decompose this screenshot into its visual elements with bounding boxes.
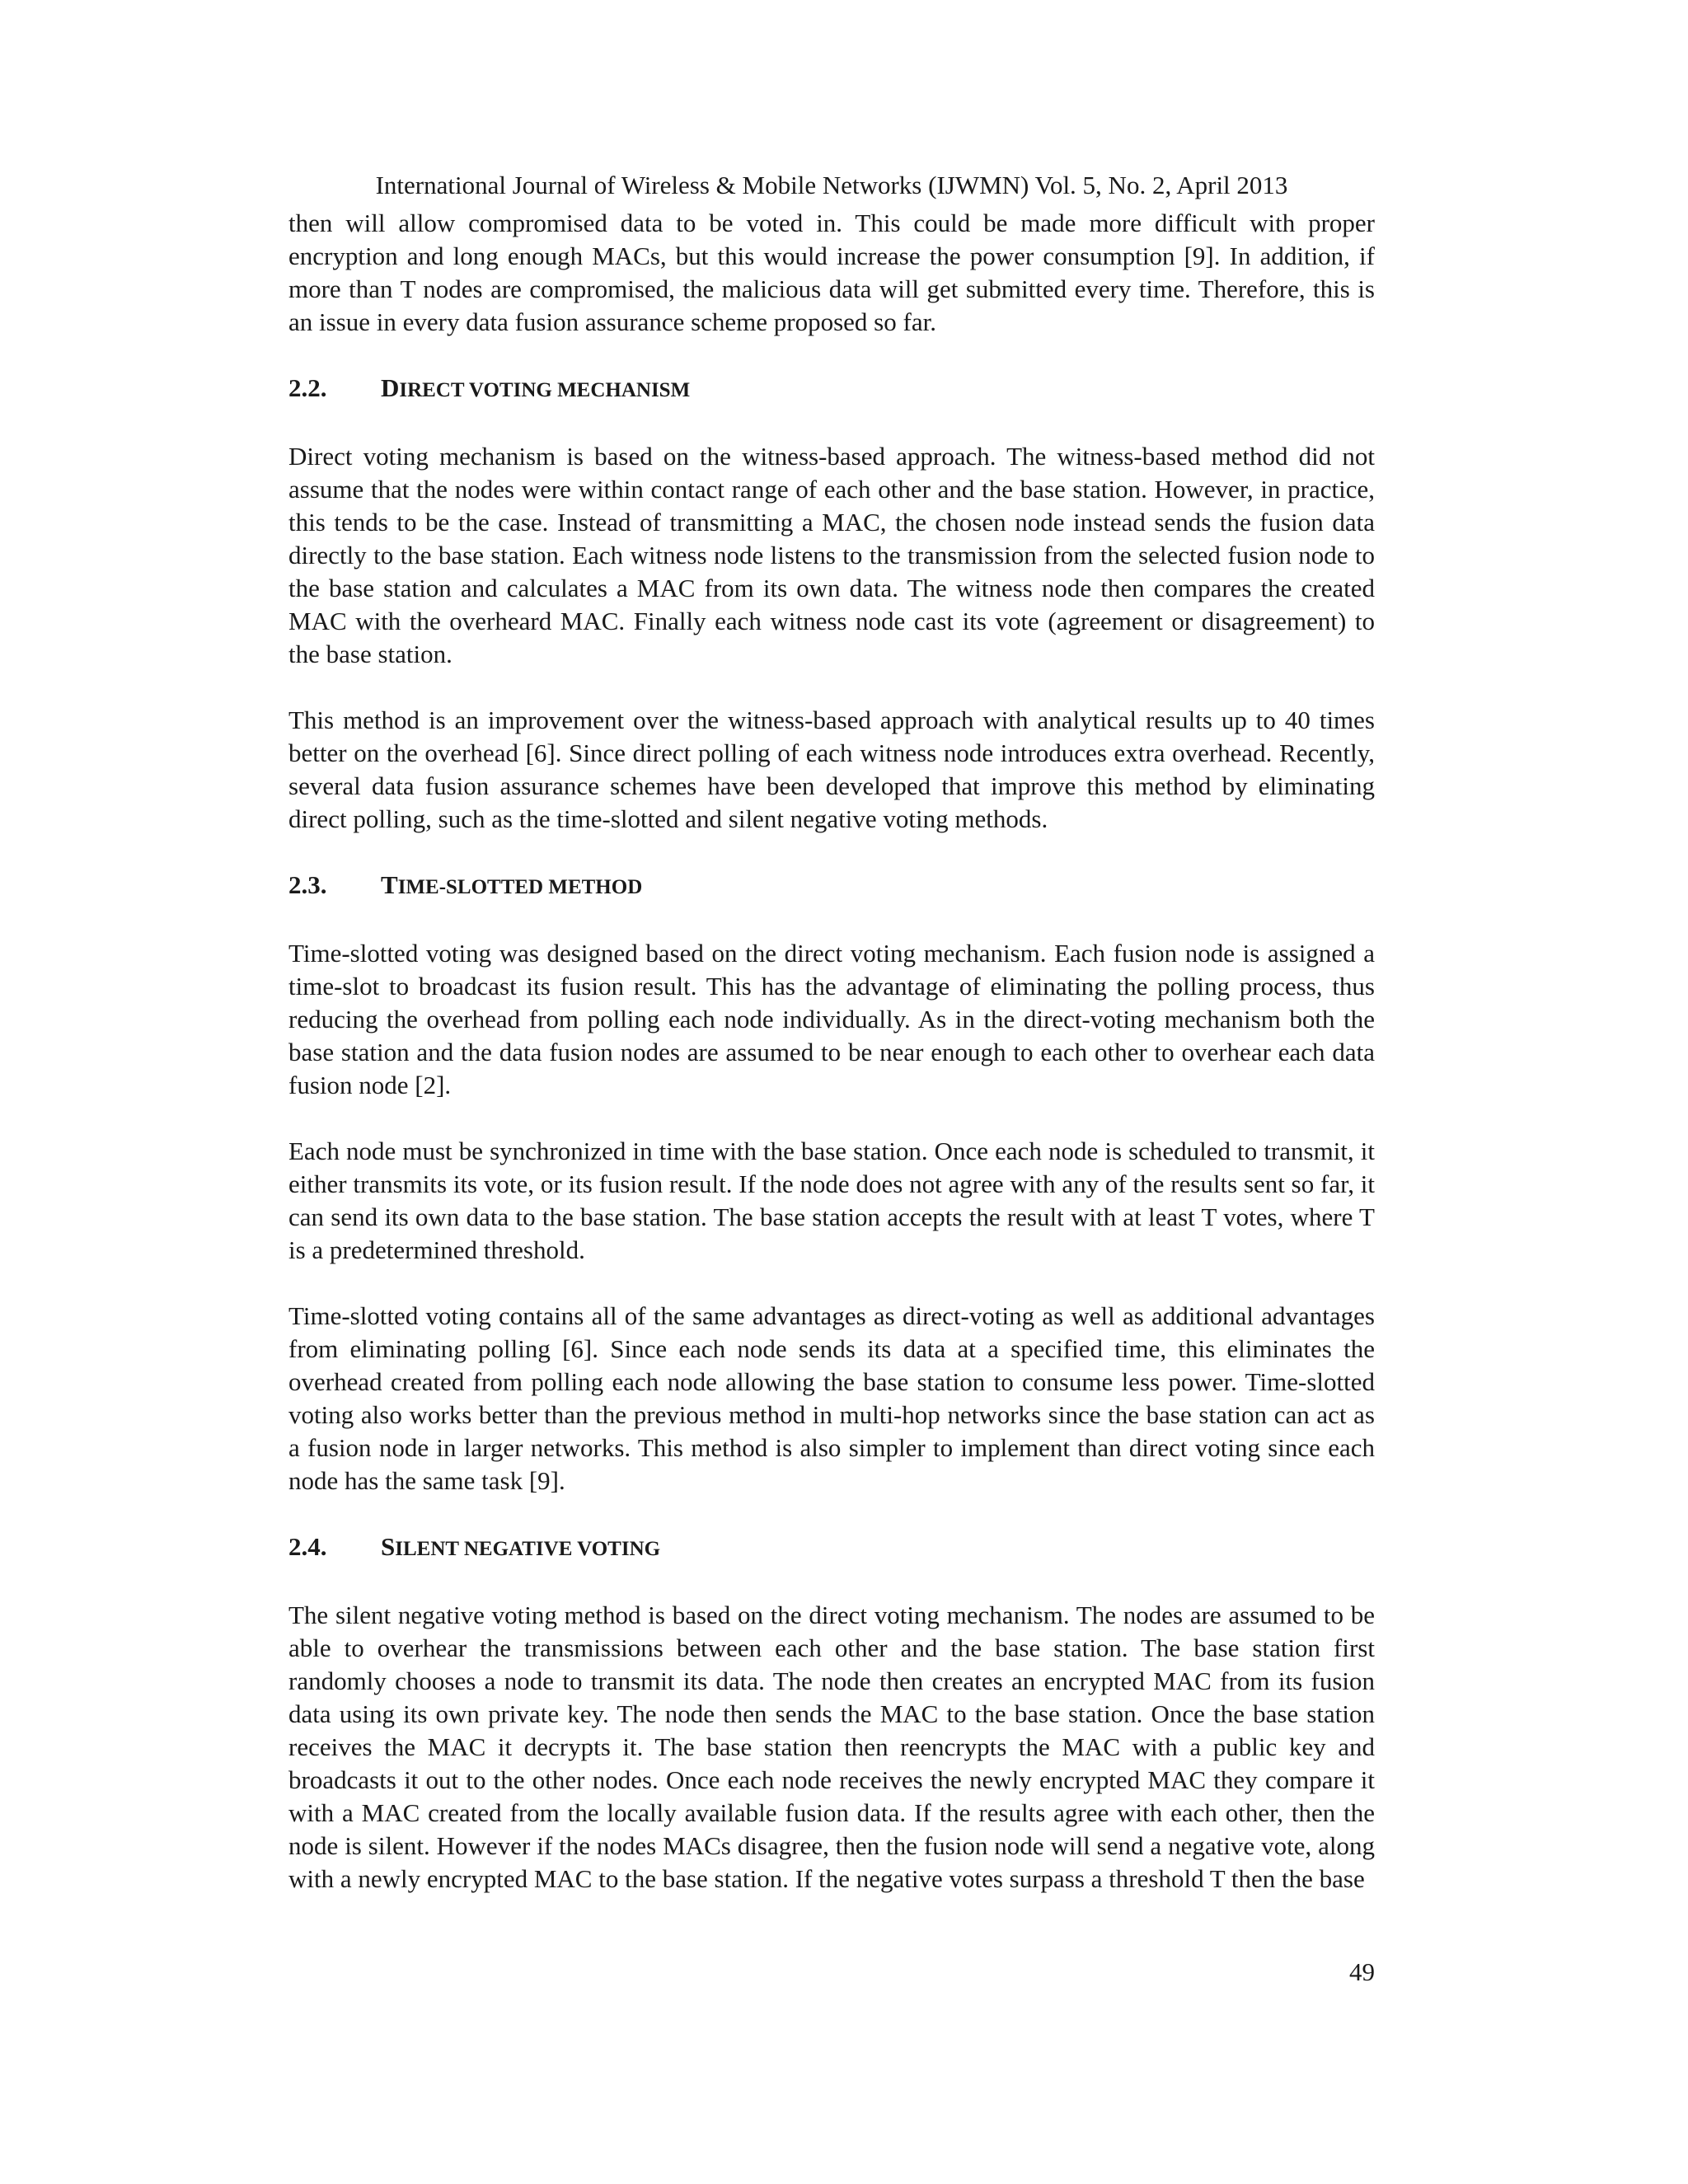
page-number: 49 <box>1349 1957 1375 1986</box>
section-heading-2-3 <box>288 869 1375 904</box>
paragraph: Direct voting mechanism is based on the witness-based approach. The witness-based method did not assume that the nodes were within contact range of each other and the base station. However, in practice, this tends to be the case. Instead of transmitting a MAC, the chosen node instead sends the fusion data directly to the base station. Each witness node listens to the transmission from the selected fusion node to the base station and calculates a MAC from its own data. The witness node then compares the created MAC with the overheard MAC. Finally each witness node cast its vote (agreement or disagreement) to the base station. <box>288 442 1375 668</box>
page-body <box>288 169 1375 1896</box>
paragraph: This method is an improvement over the witness-based approach with analytical results up to 40 times better on the overhead [6]. Since direct polling of each witness node introduces extra overhead. Recently, several data fusion assurance schemes have been developed that improve this method by eliminating direct polling, such as the time-slotted and silent negative voting methods. <box>288 705 1375 833</box>
section-title: DIRECT VOTING MECHANISM <box>381 373 691 402</box>
section-number: 2.3. <box>288 870 327 899</box>
section-heading-2-4 <box>288 1530 1375 1566</box>
intro-paragraph: then will allow compromised data to be voted in. This could be made more difficult with proper encryption and long enough MACs, but this would increase the power consumption [9]. In addition, if more than T nodes are compromised, the malicious data will get submitted every time. Therefore, this is an issue in every data fusion assurance scheme proposed so far. <box>288 209 1375 336</box>
journal-header: International Journal of Wireless & Mobile Networks (IJWMN) Vol. 5, No. 2, April 2013 <box>375 171 1288 199</box>
section-number: 2.2. <box>288 373 327 402</box>
paragraph: Time-slotted voting contains all of the same advantages as direct-voting as well as additional advantages from eliminating polling [6]. Since each node sends its data at a specified time, this eliminates the overhead created from polling each node allowing the base station to consume less power. Time-slotted voting also works better than the previous method in multi-hop networks since the base station can act as a fusion node in larger networks. This method is also simpler to implement than direct voting since each node has the same task [9]. <box>288 1301 1375 1495</box>
paragraph: Time-slotted voting was designed based on the direct voting mechanism. Each fusion node is assigned a time-slot to broadcast its fusion result. This has the advantage of eliminating the polling process, thus reducing the overhead from polling each node individually. As in the direct-voting mechanism both the base station and the data fusion nodes are assumed to be near enough to each other to overhear each data fusion node [2]. <box>288 939 1375 1099</box>
section-heading-2-2 <box>288 372 1375 407</box>
section-number: 2.4. <box>288 1532 327 1561</box>
paragraph: The silent negative voting method is based on the direct voting mechanism. The nodes are assumed to be able to overhear the transmissions between each other and the base station. The base station first randomly chooses a node to transmit its data. The node then creates an encrypted MAC from its fusion data using its own private key. The node then sends the MAC to the base station. Once the base station receives the MAC it decrypts it. The base station then reencrypts the MAC with a public key and broadcasts it out to the other nodes. Once each node receives the newly encrypted MAC they compare it with a MAC created from the locally available fusion data. If the results agree with each other, then the node is silent. However if the nodes MACs disagree, then the fusion node will send a negative vote, along with a newly encrypted MAC to the base station. If the negative votes surpass a threshold T then the base <box>288 1601 1375 1893</box>
section-title: TIME-SLOTTED METHOD <box>381 870 643 899</box>
paragraph: Each node must be synchronized in time with the base station. Once each node is scheduled to transmit, it either transmits its vote, or its fusion result. If the node does not agree with any of the results sent so far, it can send its own data to the base station. The base station accepts the result with at least T votes, where T is a predetermined threshold. <box>288 1137 1375 1264</box>
section-title: SILENT NEGATIVE VOTING <box>381 1532 661 1561</box>
